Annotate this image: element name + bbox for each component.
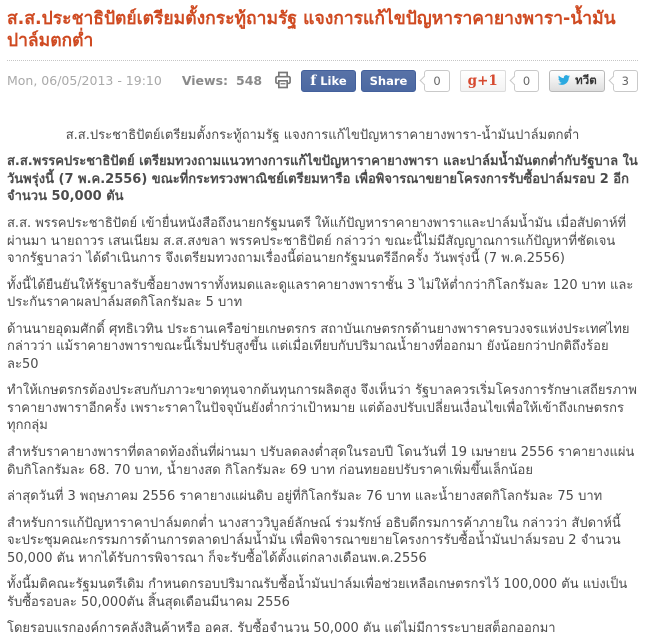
article-paragraph: ด้านนายอุดมศักดิ์ ศุทธิเวทิน ประธานเครือข่ายเกษตรกร สถาบันเกษตรกรด้านยางพาราครบวงจรแห่งประเทศไทย กล่าวว่า แม้ราคายางพาราขณะนี้เริ่มปรับสูงขึ้น แต่เมื่อเทียบกับปริมาณน้ำยางที่ออกมา ยังน้อยกว่าปกติถึงร้อยละ50 [7, 321, 630, 372]
facebook-like-label: Like [320, 73, 347, 88]
facebook-share-label: Share [369, 73, 408, 88]
article-paragraph: สำหรับการแก้ปัญหาราคาปาล์มตกต่ำ นางสาววิบูลย์ลักษณ์ ร่วมรักษ์ อธิบดีกรมการค้าภายใน กล่าวว่า สัปดาห์นี้ จะประชุมคณะกรรมการด้านการตลาดปาล์มน้ำมัน เพื่อพิจารณาขยายโครงการรับซื้อน้ำมันปาล์มรอบ 2 จำนวน 50,000 ตัน หากได้รับการพิจารณา ก็จะรับซื้อได้ตั้งแต่กลางเดือนพ.ค.2556 [7, 515, 621, 566]
gplus-count-badge [514, 70, 539, 92]
gplus-count-value: 0 [522, 74, 531, 89]
views-count: 548 [236, 72, 263, 88]
share-count-badge [424, 70, 449, 92]
dotted-separator [7, 60, 638, 61]
article-lead-paragraph: ส.ส.พรรคประชาธิปัตย์ เตรียมทวงถามแนวทางการแก้ไขปัญหาราคายางพารา และปาล์มน้ำมันตกต่ำกับรัฐบาล ในวันพรุ่งนี้ (7 พ.ค.2556) ขณะที่กระทรวงพาณิชย์เตรียมหารือ เพื่อพิจารณาขยายโครงการรับซื้อปาล์มรอบ 2 อีกจำนวน 50,000 ตัน [7, 154, 638, 205]
views-label: Views: [181, 72, 229, 88]
tweet-label: ทวีต [575, 73, 597, 88]
article-paragraph: ทั้งนี้ได้ยืนยันให้รัฐบาลรับซื้อยางพาราทั้งหมดและดูแลราคายางพาราชั้น 3 ไม่ให้ต่ำกว่ากิโลกรัมละ 120 บาท และประกันราคาผลปาล์มสดกิโลกรัมละ 5 บาท [7, 277, 634, 311]
google-plus-icon: g+1 [467, 73, 498, 90]
facebook-like-button[interactable] [301, 70, 355, 92]
article-paragraph: ส.ส. พรรคประชาธิปัตย์ เข้ายื่นหนังสือถึงนายกรัฐมนตรี ให้แก้ปัญหาราคายางพาราและปาล์มน้ำมัน เมื่อสัปดาห์ที่ผ่านมา นายถาวร เสนเนียม ส.ส.สงขลา พรรคประชาธิปัตย์ กล่าวว่า ขณะนี้ไม่มีสัญญาณการแก้ปัญหาที่ชัดเจนจากรัฐบาลว่า ได้ดำเนินการ จึงเตรียมทวงถามเรื่องนี้ต่อนายกรัฐมนตรีอีกครั้ง วันพรุ่งนี้ (7 พ.ค.2556) [7, 215, 627, 267]
article-paragraph: ทั้งนี้มติคณะรัฐมนตรีเดิม กำหนดกรอบปริมาณรับซื้อน้ำมันปาล์มเพื่อช่วยเหลือเกษตรกรไว้ 100,000 ตัน แบ่งเป็นรับซื้อรอบละ 50,000ตัน สิ้นสุดเดือนมีนาคม 2556 [7, 577, 628, 610]
meta-row [7, 69, 638, 99]
twitter-bird-icon [557, 74, 571, 89]
post-date: Mon, 06/05/2013 - 19:10 [7, 72, 162, 88]
facebook-share-button[interactable] [361, 70, 417, 92]
article-paragraph: โดยรอบแรกองค์การคลังสินค้าหรือ อคส. รับซื้อจำนวน 50,000 ตัน แต่ไม่มีการระบายสต็อกออกมา [7, 621, 556, 637]
share-toolbar [272, 69, 638, 93]
article-paragraph: ทำให้เกษตรกรต้องประสบกับภาวะขาดทุนจากต้นทุนการผลิตสูง จึงเห็นว่า รัฐบาลควรเริ่มโครงการรักษาเสถียรภาพราคายางพาราอีกครั้ง เพราะราคาในปัจจุบันยังต่ำกว่าเป้าหมาย แต่ต้องปรับเปลี่ยนเงื่อนไขเพื่อให้เข้าถึงเกษตรกรทุกกลุ่ม [7, 383, 637, 434]
page-title: ส.ส.ประชาธิปัตย์เตรียมตั้งกระทู้ถามรัฐ แจงการแก้ไขปัญหาราคายางพารา-น้ำมันปาล์มตกต่ำ [7, 9, 616, 52]
tweet-count-value: 3 [621, 74, 629, 89]
post-meta [7, 69, 262, 88]
article-subtitle: ส.ส.ประชาธิปัตย์เตรียมตั้งกระทู้ถามรัฐ แจงการแก้ไขปัญหาราคายางพารา-น้ำมันปาล์มตกต่ำ [65, 127, 580, 143]
tweet-count-badge [613, 70, 638, 92]
tweet-button[interactable] [549, 70, 605, 92]
share-count-value: 0 [433, 74, 441, 89]
facebook-icon: f [310, 72, 317, 89]
google-plus-one-button[interactable] [460, 70, 506, 92]
printer-icon [272, 70, 294, 93]
print-button[interactable] [272, 70, 296, 93]
article-paragraph: สำหรับราคายางพาราที่ตลาดท้องถิ่นที่ผ่านมา ปรับลดลงต่ำสุดในรอบปี โดนวันที่ 19 เมษายน 2556 ราคายางแผ่นดิบกิโลกรัมละ 68. 70 บาท, น้ำยางสด กิโลกรัมละ 69 บาท ก่อนทยอยปรับราคาเพิ่มขึ้นเล็กน้อย [7, 444, 635, 478]
article-paragraph: ล่าสุดวันที่ 3 พฤษภาคม 2556 ราคายางแผ่นดิบ อยู่ที่กิโลกรัมละ 76 บาท และน้ำยางสดกิโลกรัมละ 75 บาท [7, 489, 603, 505]
article-body [7, 127, 638, 638]
